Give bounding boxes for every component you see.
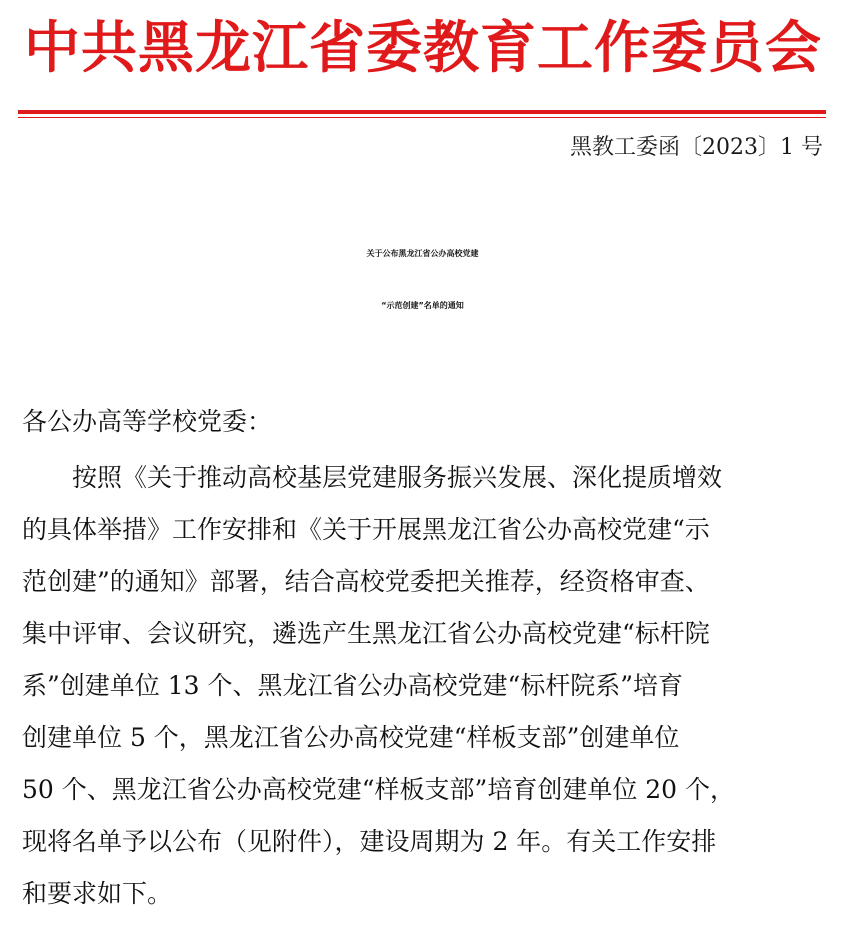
document-title: [0, 228, 845, 332]
body-line-2: 的具体举措》工作安排和《关于开展黑龙江省公办高校党建“示: [22, 515, 710, 544]
body-line-5: 系”创建单位 13 个、黑龙江省公办高校党建“标杆院系”培育: [22, 671, 684, 700]
body-line-7: 50 个、黑龙江省公办高校党建“样板支部”培育创建单位 20 个，: [22, 775, 736, 804]
masthead-rule-thick: [18, 110, 826, 114]
title-line-1: 关于公布黑龙江省公办高校党建: [366, 249, 479, 258]
masthead-org-name: 中共黑龙江省委教育工作委员会: [24, 16, 822, 81]
body-line-3: 范创建”的通知》部署，结合高校党委把关推荐，经资格审查、: [22, 567, 710, 596]
body-line-1: 按照《关于推动高校基层党建服务振兴发展、深化提质增效: [72, 463, 723, 492]
masthead-rule-thin: [18, 117, 826, 118]
body-line-8: 现将名单予以公布（见附件），建设周期为 2 年。有关工作安排: [22, 827, 717, 856]
body-line-9: 和要求如下。: [22, 879, 173, 908]
salutation: 各公办高等学校党委：: [22, 407, 273, 436]
document-number: 黑教工委函〔2023〕1 号: [570, 135, 823, 160]
body-line-4: 集中评审、会议研究，遴选产生黑龙江省公办高校党建“标杆院: [22, 619, 710, 648]
body-line-6: 创建单位 5 个，黑龙江省公办高校党建“样板支部”创建单位: [22, 723, 680, 752]
title-line-2: “示范创建”名单的通知: [381, 301, 464, 310]
